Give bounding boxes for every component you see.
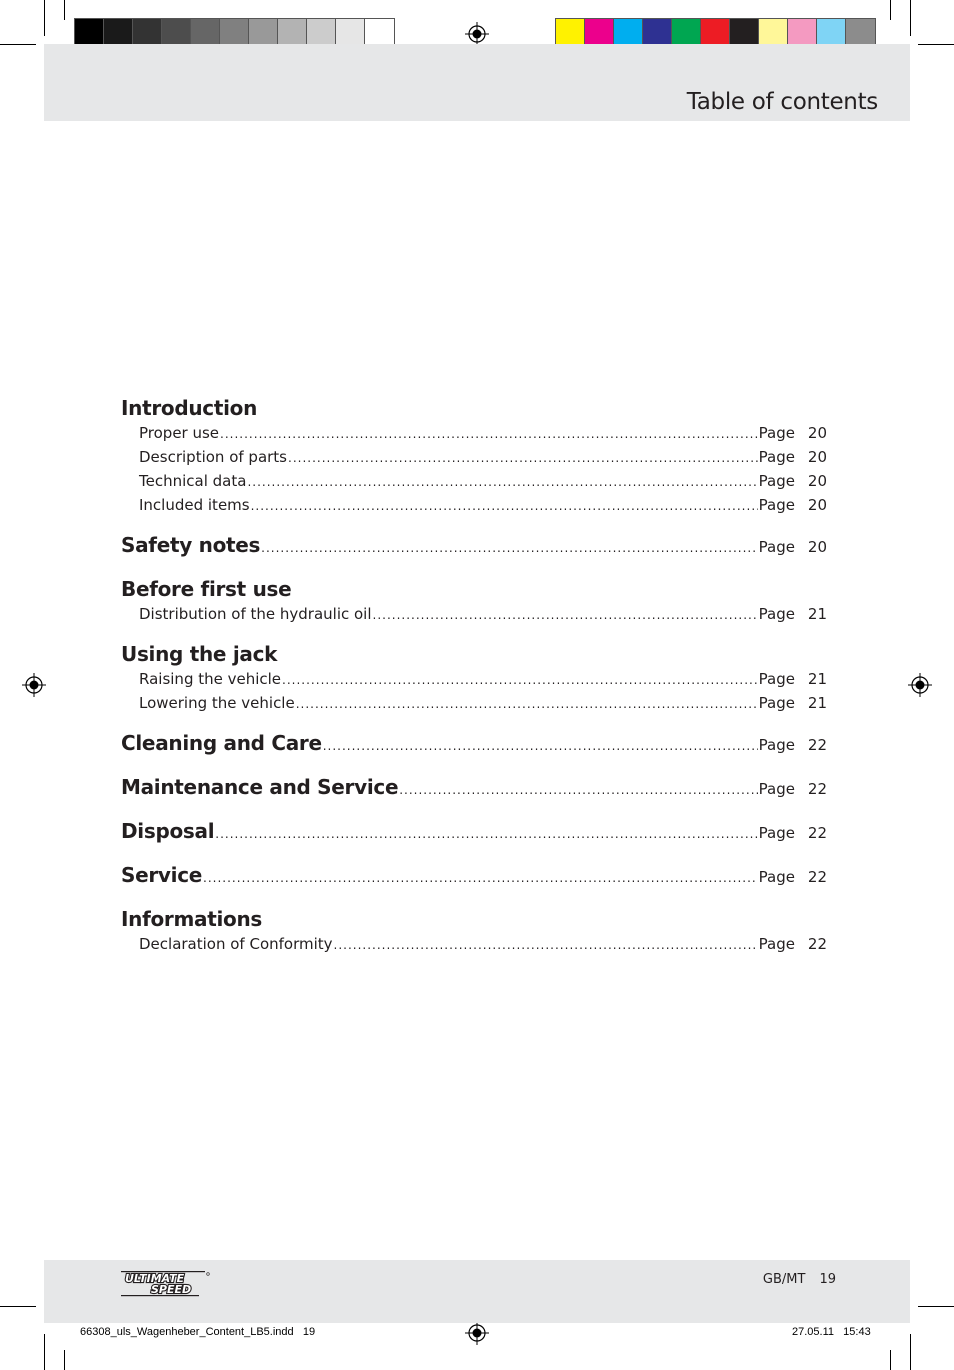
- page-ref: [759, 422, 827, 445]
- toc-entry[interactable]: [121, 730, 827, 760]
- page-number: 19: [819, 1272, 836, 1287]
- page-title: Table of contents: [686, 89, 878, 115]
- page-ref: [759, 864, 827, 891]
- toc-section-title: Cleaning and Care: [121, 731, 322, 755]
- leader-dots: [323, 733, 758, 760]
- toc-section: [121, 774, 827, 804]
- page-label: Page: [758, 538, 795, 556]
- page-ref: [759, 732, 827, 759]
- crop-mark: [890, 0, 891, 20]
- page-num: 20: [807, 448, 827, 466]
- toc-entry-label: Distribution of the hydraulic oil: [139, 605, 372, 623]
- page-num: 21: [807, 605, 827, 623]
- page-label: Page: [758, 472, 795, 490]
- page-ref: [759, 820, 827, 847]
- leader-dots: [282, 669, 758, 692]
- registration-mark-icon: [465, 1321, 489, 1345]
- leader-dots: [251, 495, 758, 518]
- toc-entry[interactable]: [121, 668, 827, 692]
- toc-section-title: Introduction: [121, 396, 258, 420]
- registration-mark-icon: [908, 673, 932, 697]
- page-num: 22: [807, 736, 827, 754]
- table-of-contents: [121, 395, 827, 971]
- slug-file-info: 66308_uls_Wagenheber_Content_LB5.indd 19: [80, 1326, 316, 1338]
- toc-entry-label: Technical data: [139, 472, 247, 490]
- page-num: 20: [807, 424, 827, 442]
- page-label: Page: [758, 780, 795, 798]
- page-ref: [759, 446, 827, 469]
- page-num: 20: [807, 538, 827, 556]
- toc-section-title: Safety notes: [121, 533, 261, 557]
- crop-mark: [44, 0, 45, 36]
- toc-entry[interactable]: [121, 818, 827, 848]
- page-label: Page: [758, 496, 795, 514]
- leader-dots: [399, 777, 757, 804]
- crop-mark: [0, 1306, 36, 1307]
- page-ref: [759, 494, 827, 517]
- toc-entry[interactable]: [121, 692, 827, 716]
- toc-section: [121, 576, 827, 627]
- crop-mark: [64, 1350, 65, 1370]
- page-ref: [759, 470, 827, 493]
- crop-mark: [890, 1350, 891, 1370]
- toc-section: [121, 532, 827, 562]
- toc-section: [121, 818, 827, 848]
- toc-entry[interactable]: [121, 422, 827, 446]
- toc-entry[interactable]: [121, 470, 827, 494]
- toc-section: [121, 641, 827, 716]
- crop-mark: [918, 1306, 954, 1307]
- page-ref: [759, 534, 827, 561]
- crop-mark: [918, 44, 954, 45]
- toc-entry[interactable]: [121, 933, 827, 957]
- toc-section-title: Informations: [121, 907, 263, 931]
- page-label: Page: [758, 868, 795, 886]
- leader-dots: [247, 471, 757, 494]
- leader-dots: [334, 934, 758, 957]
- leader-dots: [288, 447, 758, 470]
- slug-date-info: 27.05.11 15:43: [792, 1326, 871, 1338]
- toc-section-title: Service: [121, 863, 203, 887]
- page-ref: [759, 692, 827, 715]
- toc-entry[interactable]: [121, 494, 827, 518]
- region-code: GB/MT: [762, 1272, 806, 1287]
- toc-entry[interactable]: [121, 603, 827, 627]
- ultimate-speed-logo-icon: [121, 1270, 211, 1298]
- toc-entry[interactable]: [121, 532, 827, 562]
- toc-entry[interactable]: [121, 862, 827, 892]
- crop-mark: [910, 1334, 911, 1370]
- page-ref: [759, 668, 827, 691]
- page-label: Page: [758, 448, 795, 466]
- page-label: Page: [758, 824, 795, 842]
- crop-mark: [910, 0, 911, 36]
- page-num: 22: [807, 935, 827, 953]
- page-num: 21: [807, 694, 827, 712]
- toc-entry[interactable]: [121, 774, 827, 804]
- toc-section: [121, 862, 827, 892]
- toc-section-title: Disposal: [121, 819, 215, 843]
- leader-dots: [203, 865, 758, 892]
- page-label: Page: [758, 605, 795, 623]
- toc-section-title: Before first use: [121, 577, 292, 601]
- toc-entry-label: Lowering the vehicle: [139, 694, 295, 712]
- page-ref: [759, 776, 827, 803]
- toc-section-title: Using the jack: [121, 642, 278, 666]
- page-num: 22: [807, 868, 827, 886]
- toc-section: [121, 395, 827, 518]
- crop-mark: [44, 1334, 45, 1370]
- leader-dots: [373, 604, 758, 627]
- toc-entry-label: Raising the vehicle: [139, 670, 282, 688]
- logo-text-line2: SPEED: [151, 1283, 192, 1296]
- page-ref: [759, 603, 827, 626]
- page-label: Page: [758, 935, 795, 953]
- page-footer-meta: [763, 1272, 836, 1287]
- page-num: 22: [807, 780, 827, 798]
- page-num: 21: [807, 670, 827, 688]
- page-num: 20: [807, 472, 827, 490]
- toc-entry-label: Proper use: [139, 424, 220, 442]
- page-label: Page: [758, 424, 795, 442]
- crop-mark: [0, 44, 36, 45]
- page-num: 20: [807, 496, 827, 514]
- registration-mark-icon: [465, 22, 489, 46]
- toc-entry-label: Description of parts: [139, 448, 288, 466]
- leader-dots: [296, 693, 758, 716]
- toc-section-title: Maintenance and Service: [121, 775, 399, 799]
- page-label: Page: [758, 736, 795, 754]
- page-ref: [759, 933, 827, 956]
- toc-entry-label: Included items: [139, 496, 250, 514]
- toc-section: [121, 906, 827, 957]
- toc-section: [121, 730, 827, 760]
- toc-entry-label: Declaration of Conformity: [139, 935, 333, 953]
- crop-mark: [64, 0, 65, 20]
- toc-entry[interactable]: [121, 446, 827, 470]
- page-label: Page: [758, 670, 795, 688]
- leader-dots: [261, 535, 758, 562]
- page-num: 22: [807, 824, 827, 842]
- logo-text-line1: ULTIMATE: [125, 1272, 185, 1285]
- leader-dots: [220, 423, 758, 446]
- registration-mark-icon: [22, 673, 46, 697]
- leader-dots: [215, 821, 757, 848]
- page-label: Page: [758, 694, 795, 712]
